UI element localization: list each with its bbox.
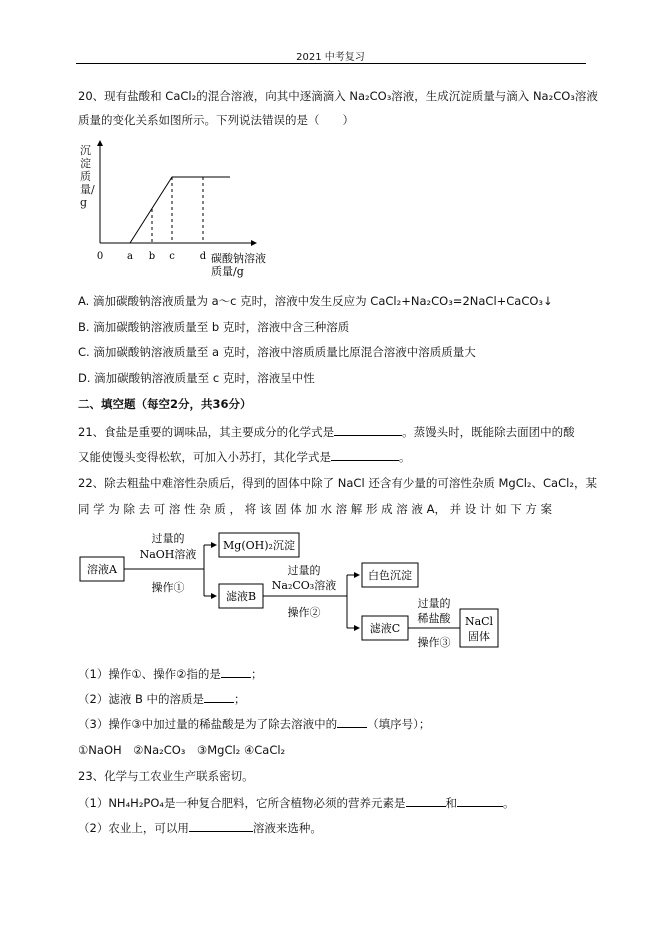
q23-text: 和: [445, 796, 458, 810]
nacl-box-2: 固体: [468, 630, 490, 643]
reagent-2b: Na₂CO₃溶液: [271, 579, 337, 592]
tick-a: a: [127, 251, 133, 262]
white-precipitate-box: 白色沉淀: [368, 569, 412, 582]
q20-option-d: D. 滴加碳酸钠溶液质量至 c 克时，溶液呈中性: [78, 371, 315, 385]
q22-sub2: [78, 691, 246, 707]
answer-blank[interactable]: [331, 449, 399, 461]
q23-text: 。: [503, 796, 515, 810]
page-header: 2021 中考复习: [296, 52, 365, 63]
q22-text: （3）操作③中加过量的稀盐酸是为了除去溶液中的: [78, 717, 338, 731]
q21-text: 21、食盐是重要的调味品，其主要成分的化学式是: [78, 425, 335, 439]
q23-text: （1）NH₄H₂PO₄是一种复合肥料，它所含植物必须的营养元素是: [78, 796, 406, 810]
q21-line2: [78, 449, 411, 465]
q20-line2: 质量的变化关系如图所示。下列说法错误的是（ ）: [78, 113, 354, 127]
flowchart: [76, 525, 516, 655]
q23-text: （2）农业上，可以用: [78, 821, 189, 835]
q22-sub3: [78, 716, 430, 732]
operation-2: 操作②: [287, 606, 321, 619]
q22-sub1: [78, 666, 262, 682]
nacl-box-1: NaCl: [464, 615, 494, 628]
q22-text: （1）操作①、操作②指的是: [78, 667, 221, 681]
q22-text: （填序号）；: [367, 717, 431, 731]
reagent-3b: 稀盐酸: [417, 612, 451, 625]
y-axis-label: 沉淀质量/g: [80, 144, 95, 209]
q23-sub2: [78, 820, 322, 836]
reagent-3a: 过量的: [417, 597, 451, 610]
q23-title: 23、化学与工农业生产联系密切。: [78, 769, 254, 783]
q21-text: 又能使馒头变得松软，可加入小苏打，其化学式是: [78, 450, 331, 464]
reagent-1a: 过量的: [151, 532, 185, 545]
q22-text: ；: [250, 667, 263, 681]
answer-blank[interactable]: [457, 795, 503, 807]
q20-option-b: B. 滴加碳酸钠溶液质量至 b 克时，溶液中含三种溶质: [78, 320, 350, 334]
q21-text: 。蒸馒头时，既能除去面团中的酸: [402, 425, 575, 439]
operation-1: 操作①: [151, 581, 185, 594]
answer-blank[interactable]: [337, 716, 367, 728]
q23-sub1: [78, 795, 515, 811]
q23-text: 溶液来选种。: [252, 821, 322, 835]
answer-blank[interactable]: [221, 666, 251, 678]
q20-line1: 20、现有盐酸和 CaCl₂的混合溶液，向其中逐滴滴入 Na₂CO₃溶液，生成沉淀质量与滴入 Na₂CO₃溶液: [78, 89, 598, 103]
tick-b: b: [148, 251, 156, 262]
header-rule: [76, 63, 586, 64]
reagent-1b: NaOH溶液: [139, 548, 197, 561]
filtrate-b-box: 滤液B: [225, 590, 257, 603]
filtrate-c-box: 滤液C: [369, 622, 401, 635]
answer-blank[interactable]: [406, 795, 446, 807]
q22-line2: 同 学 为 除 去 可 溶 性 杂 质 ， 将 该 固 体 加 水 溶 解 形 成 溶 液 A， 并 设 计 如 下 方 案: [78, 502, 553, 516]
q22-choices: ①NaOH ②Na₂CO₃ ③MgCl₂ ④CaCl₂: [78, 743, 286, 757]
tick-0: 0: [96, 251, 104, 262]
section-title: 二、填空题（每空2分，共36分）: [78, 397, 252, 411]
x-axis-label-2: 质量/g: [211, 265, 244, 278]
reagent-2a: 过量的: [287, 564, 321, 577]
y-axis-arrow: [97, 140, 103, 146]
solution-a-box: 溶液A: [87, 563, 117, 576]
q22-text: ；: [234, 692, 246, 706]
q21-text: 。: [399, 450, 411, 464]
mg-oh2-box: Mg(OH)₂沉淀: [223, 539, 295, 552]
x-axis-label-1: 碳酸钠溶液: [211, 252, 266, 265]
q20-option-c: C. 滴加碳酸钠溶液质量至 a 克时，溶液中溶质质量比原混合溶液中溶质质量大: [78, 345, 476, 359]
precipitate-chart: [76, 138, 276, 283]
precipitate-line: [130, 177, 230, 243]
q20-option-a: A. 滴加碳酸钠溶液质量为 a～c 克时，溶液中发生反应为 CaCl₂+Na₂CO₃=2NaCl+CaCO₃↓: [78, 294, 553, 308]
x-axis-arrow: [251, 240, 257, 246]
tick-d: d: [199, 251, 207, 262]
q22-line1: 22、除去粗盐中难溶性杂质后，得到的固体中除了 NaCl 还含有少量的可溶性杂质 MgCl₂、CaCl₂，某: [78, 476, 597, 490]
answer-blank[interactable]: [334, 424, 402, 436]
answer-blank[interactable]: [204, 691, 234, 703]
q22-text: （2）滤液 B 中的溶质是: [78, 692, 205, 706]
tick-c: c: [169, 251, 175, 262]
answer-blank[interactable]: [189, 820, 253, 832]
q21-line1: [78, 424, 575, 440]
operation-3: 操作③: [417, 636, 451, 649]
